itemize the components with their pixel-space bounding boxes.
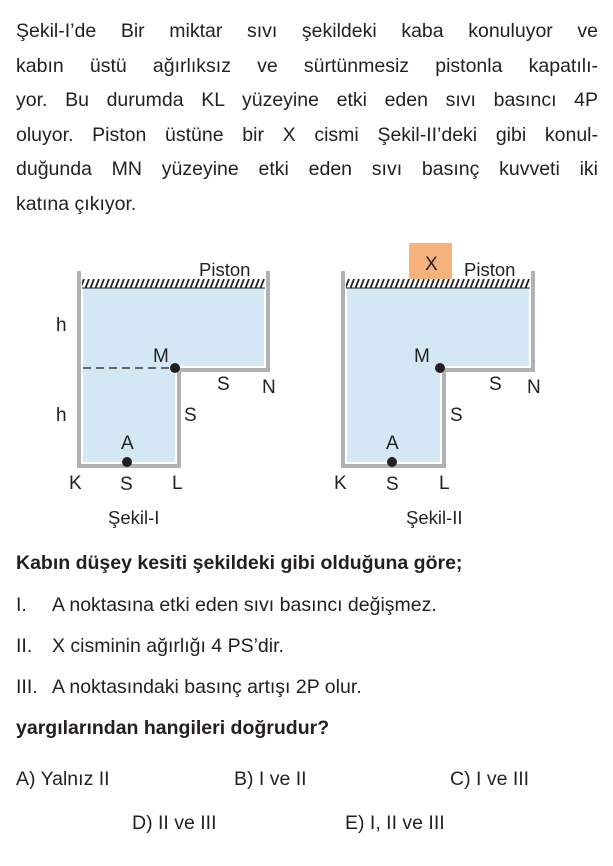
fig2-piston-label: Piston bbox=[464, 259, 516, 280]
figure-2 bbox=[334, 243, 541, 528]
fig1-piston bbox=[82, 279, 265, 288]
statement-2-number: II. bbox=[16, 635, 33, 657]
fig1-piston-label: Piston bbox=[199, 259, 251, 280]
fig2-label-s-vertical: S bbox=[450, 405, 463, 426]
option-a[interactable]: A) Yalnız II bbox=[16, 768, 110, 790]
fig2-piston bbox=[346, 279, 530, 288]
statement-3 bbox=[16, 676, 362, 699]
fig2-label-a: A bbox=[386, 433, 399, 454]
statement-2 bbox=[16, 635, 284, 658]
fig1-label-s-bottom: S bbox=[120, 474, 133, 495]
fig1-label-n: N bbox=[262, 377, 276, 398]
fig1-label-l: L bbox=[172, 473, 183, 494]
fig1-h-top: h bbox=[56, 315, 67, 336]
option-c[interactable]: C) I ve III bbox=[450, 768, 530, 790]
fig1-point-m bbox=[170, 363, 180, 373]
fig1-label-s-vertical: S bbox=[184, 405, 197, 426]
statement-1 bbox=[16, 594, 437, 617]
fig2-label-n: N bbox=[527, 377, 541, 398]
statement-3-number: III. bbox=[16, 676, 38, 698]
fig1-label-a: A bbox=[121, 433, 134, 454]
fig1-label-k: K bbox=[69, 473, 82, 494]
fig2-label-k: K bbox=[334, 473, 347, 494]
fig2-liquid bbox=[347, 287, 529, 462]
fig2-label-s-right: S bbox=[489, 374, 502, 395]
fig2-label-s-bottom: S bbox=[386, 474, 399, 495]
problem-line-3: yor. Bu durumda KL yüzeyine etki eden sıvı basıncı 4P bbox=[16, 89, 598, 111]
figure-1 bbox=[56, 259, 276, 528]
option-e[interactable]: E) I, II ve III bbox=[345, 812, 445, 834]
problem-line-5: duğunda MN yüzeyine etki eden sıvı basınç kuvveti iki bbox=[16, 158, 598, 180]
problem-line-6: katına çıkıyor. bbox=[16, 192, 137, 215]
statement-1-text: A noktasına etki eden sıvı basıncı değişmez. bbox=[52, 594, 437, 616]
fig1-liquid bbox=[83, 287, 264, 462]
statement-2-text: X cisminin ağırlığı 4 PS’dir. bbox=[52, 635, 284, 657]
fig1-label-m: M bbox=[153, 346, 169, 367]
statement-1-number: I. bbox=[16, 594, 27, 616]
fig2-point-m bbox=[435, 363, 445, 373]
fig1-h-bottom: h bbox=[56, 405, 67, 426]
fig1-label-s-right: S bbox=[217, 374, 230, 395]
fig2-label-l: L bbox=[439, 473, 450, 494]
fig1-caption: Şekil-I bbox=[108, 507, 160, 528]
option-d[interactable]: D) II ve III bbox=[132, 812, 217, 834]
fig1-point-a bbox=[122, 457, 132, 467]
problem-line-2: kabın üstü ağırlıksız ve sürtünmesiz pistonla kapatılı- bbox=[16, 54, 598, 77]
fig2-caption: Şekil-II bbox=[406, 507, 463, 528]
fig2-x-label: X bbox=[425, 254, 438, 275]
option-b[interactable]: B) I ve II bbox=[234, 768, 307, 790]
question-end: yargılarından hangileri doğrudur? bbox=[16, 717, 330, 739]
question-stem: Kabın düşey kesiti şekildeki gibi olduğuna göre; bbox=[16, 552, 463, 574]
problem-line-4: oluyor. Piston üstüne bir X cismi Şekil-II’deki gibi konul- bbox=[16, 123, 598, 146]
problem-line-1: Şekil-I’de Bir miktar sıvı şekildeki kaba konuluyor ve bbox=[16, 20, 598, 42]
fig2-point-a bbox=[387, 457, 397, 467]
fig2-label-m: M bbox=[414, 346, 430, 367]
statement-3-text: A noktasındaki basınç artışı 2P olur. bbox=[52, 676, 362, 698]
